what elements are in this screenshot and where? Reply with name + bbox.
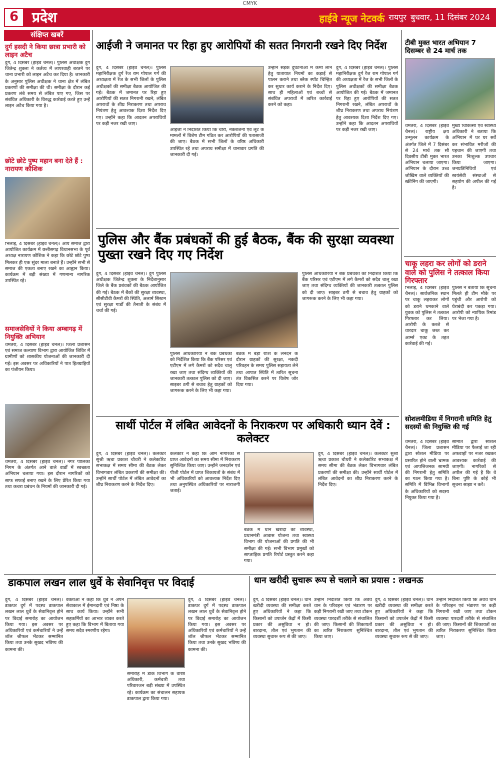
story-6-col-a: धमतरी, 4 दिसंबर (हाईवे चैनल)। राष्ट्रीय क्षय उन्मूलन कार्यक्रम के अंतर्गत जिले में 7 दिसंबर से 24 मार्च तक सौ दिवसीय टीबी मुक्त भारत अभियान चलाया जाएगा। अभियान के दौरान उच्च जोखिम वाले व्यक्तियों की स्क्रीनिंग की जाएगी।: [405, 124, 449, 185]
story-5-col-a: दुर्ग, 4 दिसंबर (हाईवे चैनल)। धान खरीदी व्यवस्था की समीक्षा करते हुए अधिकारियों ने कहा कि किसानों को उपार्जन केंद्रों में किसी प्रकार की असुविधा न हो। बारदाना, तौल एवं भुगतान की व्यवस्था सुचारू रूप से की जाए।: [253, 598, 311, 641]
story-1-col-a: दुर्ग, 4 दिसंबर (हाईवे चैनल)। पुलिस महानिरीक्षक दुर्ग रेंज राम गोपाल गर्ग की अध्यक्षता में रेंज के सभी जिलों के पुलिस अधीक्षकों की समीक्षा बैठक आयोजित की गई। बैठक में जमानत पर रिहा हुए आरोपियों की सतत निगरानी रखने, लंबित अपराधों के शीघ्र निराकरण तथा अपराध नियंत्रण हेतु आवश्यक दिशा निर्देश दिए गए। उन्होंने कहा कि आदतन अपराधियों पर कड़ी नजर रखी जाए।: [96, 66, 166, 127]
paper-info: [319, 11, 490, 25]
brief-1-headline: दुर्ग हसदी ने किया छात्रा प्रभारी को लाइन अटैच: [5, 43, 86, 59]
story-4-photo: [127, 598, 185, 668]
story-3-headline: सार्थी पोर्टल में लंबित आवेदनों के निराकरण पर अधिकारी ध्यान देवें : कलेक्टर: [115, 419, 391, 445]
column-divider: [401, 30, 402, 572]
brief-4-body: धमतरी, 4 दिसंबर (हाईवे चैनल)। नगर पालिका निगम के अंतर्गत आने वाले वार्डों में स्वच्छता अभियान चलाया गया। इस दौरान नागरिकों को साफ सफाई बनाए रखने के लिए प्रेरित किया गया तथा कचरा प्रबंधन के नियमों की जानकारी दी गई।: [5, 460, 90, 490]
brief-3-headline: समाजसेवियों ने किया अम्बागढ़ में नियुक्ति अभियान: [5, 325, 83, 341]
page-number: 6: [4, 8, 24, 27]
story-1-photo: [170, 66, 264, 124]
paper-date: बुधवार, 11 दिसंबर 2024: [410, 13, 490, 22]
paper-name: हाईवे न्यूज नेटवर्क: [319, 13, 385, 25]
story-8-headline: सोशलमीडिया में निगरानी समिति हेतु सदस्यों की नियुक्ति की गई: [405, 415, 492, 431]
story-1-col-c: उन्होंने सड़क दुर्घटनाओं में कमी लाने हेतु यातायात नियमों का कड़ाई से पालन कराने तथा ब्लैक स्पॉट चिन्हित कर सुधार कार्य कराने के निर्देश दिए। साथ ही महिलाओं एवं बच्चों से संबंधित अपराधों में त्वरित कार्रवाई करने को कहा।: [268, 66, 332, 109]
story-8-col-b: समिति द्वारा सोशल मीडिया पर फैलाई जा रही अफवाहों पर नजर रखकर आवश्यक कार्रवाई की जाएगी। नागरिकों से अपील की गई है कि वे बिना पुष्टि के कोई भी सूचना साझा न करें।: [452, 440, 496, 489]
story-1-col-d: दुर्ग, 4 दिसंबर (हाईवे चैनल)। पुलिस महानिरीक्षक दुर्ग रेंज राम गोपाल गर्ग की अध्यक्षता में रेंज के सभी जिलों के पुलिस अधीक्षकों की समीक्षा बैठक आयोजित की गई। बैठक में जमानत पर रिहा हुए आरोपियों की सतत निगरानी रखने, लंबित अपराधों के शीघ्र निराकरण तथा अपराध नियंत्रण हेतु आवश्यक दिशा निर्देश दिए गए। उन्होंने कहा कि आदतन अपराधियों पर कड़ी नजर रखी जाए।: [336, 66, 398, 134]
story-5-col-d: उन्होंने निर्देशित किया कि अवैध धान के परिवहन एवं भंडारण पर कड़ी निगरानी रखी जाए तथा टोकन व्यवस्था पारदर्शी तरीके से संचालित की जाए। किसानों की शिकायतों का त्वरित निराकरण सुनिश्चित किया जाए।: [436, 598, 496, 641]
bottom-divider: [4, 574, 496, 575]
story-4-col-c: समारोह में डाक विभाग के वरिष्ठ अधिकारी, कर्मचारी तथा परिवारजन बड़ी संख्या में उपस्थित रहे। कार्यक्रम का संचालन सहायक डाकपाल द्वारा किया गया।: [127, 672, 185, 702]
story-5-col-b: उन्होंने निर्देशित किया कि अवैध धान के परिवहन एवं भंडारण पर कड़ी निगरानी रखी जाए तथा टोकन व्यवस्था पारदर्शी तरीके से संचालित की जाए। किसानों की शिकायतों का त्वरित निराकरण सुनिश्चित किया जाए।: [314, 598, 372, 641]
story-2-col-c: बैठक में बड़ी राशि के लेनदेन के दौरान ग्राहकों की सुरक्षा, नकदी परिवहन के समय पुलिस सहायता लेने तथा आपात स्थिति में त्वरित सूचना तंत्र विकसित करने पर विशेष जोर दिया गया।: [236, 352, 298, 389]
story-3-col-b: कलेक्टर ने कहा कि आम नागरिकों से प्राप्त आवेदनों का समय सीमा में निराकरण सुनिश्चित किया जाए। उन्होंने जनदर्शन एवं पीजी पोर्टल में प्राप्त शिकायतों के संबंध में भी अधिकारियों को आवश्यक निर्देश दिए तथा अनुपस्थित अधिकारियों पर नाराजगी जताई।: [170, 452, 240, 495]
story-8-col-a: धमतरी, 4 दिसंबर (हाईवे चैनल)। जिला प्रशासन द्वारा सोशल मीडिया पर प्रसारित होने वाली भ्रामक एवं आपत्तिजनक सामग्री की निगरानी हेतु समिति का गठन किया गया है। समिति में विभिन्न विभागों के अधिकारियों को सदस्य नियुक्त किया गया है।: [405, 440, 449, 501]
story-divider: [96, 228, 399, 229]
story-divider: [96, 416, 399, 417]
brief-2-headline: छोटे छोटे पुष्प महान बना देते हैं : नारायण कौशिक: [5, 157, 83, 173]
story-2-col-a: दुर्ग, 4 दिसंबर (हाईवे चैनल)। दुर्ग पुलिस अधीक्षक जितेन्द्र शुक्ला के निर्देशानुसार जिले के बैंक प्रबंधकों की बैठक आयोजित की गई। बैठक में बैंकों की सुरक्षा व्यवस्था, सीसीटीवी कैमरों की स्थिति, अलार्म सिस्टम एवं सुरक्षा गार्डों की तैनाती के संबंध में चर्चा की गई।: [96, 272, 166, 315]
story-2-photo: [170, 272, 298, 348]
masthead: [4, 8, 496, 27]
story-3-col-a: दुर्ग, 4 दिसंबर (हाईवे चैनल)। कलेक्टर सुश्री ऋचा प्रकाश चौधरी ने कलेक्टोरेट सभाकक्ष में समय सीमा की बैठक लेकर विभागवार लंबित प्रकरणों की समीक्षा की। उन्होंने सार्थी पोर्टल में लंबित आवेदनों का शीघ्र निराकरण करने के निर्देश दिए।: [96, 452, 166, 489]
story-5-col-c: दुर्ग, 4 दिसंबर (हाईवे चैनल)। धान खरीदी व्यवस्था की समीक्षा करते हुए अधिकारियों ने कहा कि किसानों को उपार्जन केंद्रों में किसी प्रकार की असुविधा न हो। बारदाना, तौल एवं भुगतान की व्यवस्था सुचारू रूप से की जाए।: [375, 598, 433, 641]
paper-city: रायपुर: [388, 13, 407, 22]
brief-4-photo: [5, 404, 90, 458]
brief-1-body: दुर्ग, 4 दिसंबर (हाईवे चैनल)। पुलिस अधीक्षक दुर्ग जितेन्द्र शुक्ला ने कर्तव्य में लापरवाही बरतने पर थाना प्रभारी को लाइन अटैच कर दिया है। जानकारी के अनुसार पुलिस अधीक्षक ने थाना क्षेत्र में लंबित प्रकरणों की समीक्षा की थी। समीक्षा के दौरान कई प्रकरण लंबे समय से लंबित पाए गए, जिस पर संबंधित अधिकारी के विरुद्ध कार्रवाई करते हुए उन्हें लाइन अटैच किया गया है।: [5, 61, 90, 110]
story-2-col-d: पुलिस अधिकारियों ने बैंक प्रबंधकों को निर्देशित किया कि बैंक परिसर एवं एटीएम में लगे कैमरों को सदैव चालू रखा जाए तथा संदिग्ध व्यक्तियों की जानकारी तत्काल पुलिस को दी जाए। साइबर ठगी से बचाव हेतु ग्राहकों को जागरूक करने के लिए भी कहा गया।: [302, 272, 398, 302]
column-divider: [249, 576, 250, 758]
column-divider: [92, 30, 93, 575]
story-2-col-b: पुलिस अधिकारियों ने बैंक प्रबंधकों को निर्देशित किया कि बैंक परिसर एवं एटीएम में लगे कैमरों को सदैव चालू रखा जाए तथा संदिग्ध व्यक्तियों की जानकारी तत्काल पुलिस को दी जाए। साइबर ठगी से बचाव हेतु ग्राहकों को जागरूक करने के लिए भी कहा गया।: [170, 352, 232, 395]
story-1-headline: आईजी ने जमानत पर रिहा हुए आरोपियों की सतत निगरानी रखने दिए निर्देश: [96, 40, 387, 52]
brief-2-photo: [5, 177, 90, 239]
story-2-headline: पुलिस और बैंक प्रबंधकों की हुई बैठक, बैंक की सुरक्षा व्यवस्था पुख्ता रखने दिए गए निर्देश: [98, 233, 394, 263]
story-6-photo: [405, 58, 495, 120]
story-4-col-b: वक्ताओं ने कहा कि धुर्वे ने अपने सेवाकाल में ईमानदारी एवं निष्ठा के साथ कार्य किया। उन्होंने सभी सहकर्मियों का आभार व्यक्त करते हुए कहा कि विभाग में बिताया गया समय सदैव स्मरणीय रहेगा।: [66, 598, 124, 635]
story-3-photo: [244, 452, 314, 524]
story-7-headline: चाकू लहरा कर लोगों को डराने वाले को पुलिस ने तत्काल किया गिरफ्तार: [405, 259, 490, 286]
story-6-headline: टीबी मुक्त भारत अभियान 7 दिसम्बर से 24 मार्च तक: [405, 39, 477, 55]
cmyk-marker: CMYK: [242, 1, 258, 7]
story-3-col-c: बैठक में धान खरीदी की व्यवस्था, प्रधानमंत्री आवास योजना तथा स्वास्थ्य विभाग की योजनाओं की प्रगति की भी समीक्षा की गई। सभी विभाग प्रमुखों को साप्ताहिक प्रगति रिपोर्ट प्रस्तुत करने कहा गया।: [244, 528, 314, 565]
story-7-col-b: पुलिस ने बताया कि सूचना मिलते ही टीम मौके पर पहुंची और आरोपी को घेराबंदी कर पकड़ा गया। आरोपी को न्यायिक रिमांड पर भेजा गया है।: [452, 286, 496, 323]
story-7-col-a: भिलाई, 4 दिसंबर (हाईवे चैनल)। सार्वजनिक स्थान पर चाकू लहराकर लोगों को डराने धमकाने वाले युवक को पुलिस ने तत्काल गिरफ्तार कर लिया। आरोपी के कब्जे से धारदार चाकू जब्त कर आर्म्स एक्ट के तहत कार्रवाई की गई।: [405, 286, 449, 347]
brief-3-body: धमतरी, 4 दिसंबर (हाईवे चैनल)। जिला प्रशासन एवं समाज कल्याण विभाग द्वारा आयोजित शिविर में ग्रामीणों को शासकीय योजनाओं की जानकारी दी गई। इस अवसर पर अधिकारियों ने पात्र हितग्राहियों का पंजीयन किया।: [5, 343, 90, 373]
story-4-headline: डाकपाल लखन लाल धुर्वे के सेवानिवृत्त पर विदाई: [8, 577, 195, 589]
story-5-headline: धान खरीदी सुचारू रूप से चलाने का प्रयास : लखनऊ: [254, 576, 424, 586]
section-title: प्रदेश: [32, 10, 57, 26]
story-3-col-d: दुर्ग, 4 दिसंबर (हाईवे चैनल)। कलेक्टर सुश्री ऋचा प्रकाश चौधरी ने कलेक्टोरेट सभाकक्ष में समय सीमा की बैठक लेकर विभागवार लंबित प्रकरणों की समीक्षा की। उन्होंने सार्थी पोर्टल में लंबित आवेदनों का शीघ्र निराकरण करने के निर्देश दिए।: [318, 452, 398, 489]
story-divider: [404, 256, 496, 257]
brief-2-body: भिलाई, 4 दिसंबर (हाईवे चैनल)। आर्य समाज द्वारा आयोजित कार्यक्रम में छत्तीसगढ़ विधानसभा के पूर्व अध्यक्ष नारायण कौशिक ने कहा कि छोटे छोटे पुष्प मिलकर ही एक सुंदर माला बनाते हैं। उन्होंने सभी से समाज की एकता बनाए रखने का आह्वान किया। कार्यक्रम में बड़ी संख्या में गणमान्य नागरिक उपस्थित रहे।: [5, 242, 90, 285]
brief-label: संक्षिप्त खबरें: [4, 30, 90, 41]
story-4-col-a: दुर्ग, 4 दिसंबर (हाईवे चैनल)। डाकघर दुर्ग में पदस्थ डाकपाल लखन लाल धुर्वे के सेवानिवृत्त होने पर विदाई समारोह का आयोजन किया गया। इस अवसर पर अधिकारियों एवं कर्मचारियों ने उन्हें शॉल श्रीफल भेंटकर सम्मानित किया तथा उनके सुखद भविष्य की कामना की।: [5, 598, 63, 653]
story-4-col-d: दुर्ग, 4 दिसंबर (हाईवे चैनल)। डाकघर दुर्ग में पदस्थ डाकपाल लखन लाल धुर्वे के सेवानिवृत्त होने पर विदाई समारोह का आयोजन किया गया। इस अवसर पर अधिकारियों एवं कर्मचारियों ने उन्हें शॉल श्रीफल भेंटकर सम्मानित किया तथा उनके सुखद भविष्य की कामना की।: [188, 598, 246, 653]
story-6-col-b: मुख्य चिकित्सा एवं स्वास्थ्य अधिकारी ने बताया कि अभियान में घर घर सर्वे कर संभावित मरीजों की पहचान की जाएगी तथा उनका निःशुल्क उपचार किया जाएगा। जनप्रतिनिधियों एवं स्वयंसेवी संस्थाओं से सहयोग की अपील की गई है।: [452, 124, 496, 192]
story-1-col-b: आईजी ने निर्देशित किया कि चोरी, नकबजनी एवं लूट के मामलों में विशेष टीम गठित कर आरोपियों की पतासाजी की जाए। बैठक में सभी जिलों के वरिष्ठ अधिकारी उपस्थित रहे तथा अपराध समीक्षा में थानावार प्रगति की जानकारी दी गई।: [170, 128, 264, 158]
